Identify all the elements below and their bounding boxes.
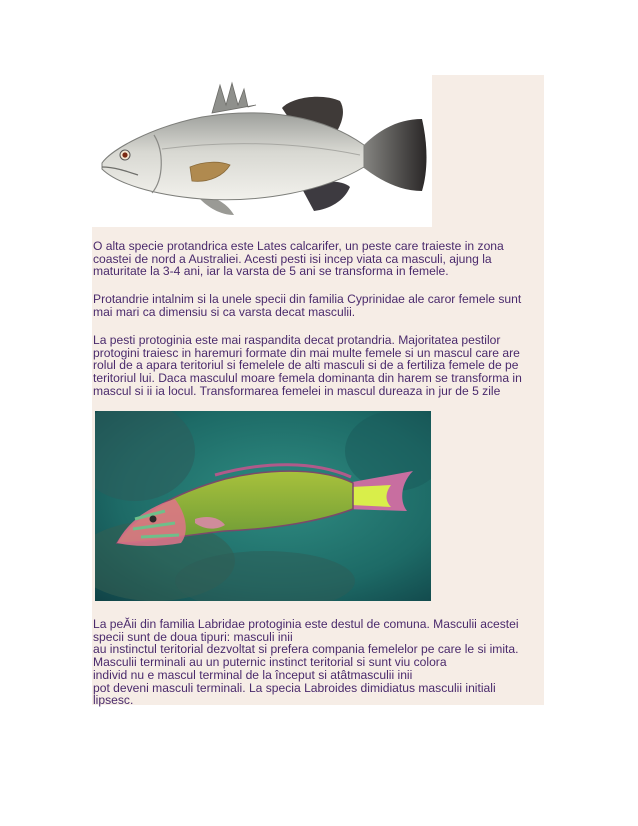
wrasse-image bbox=[95, 411, 431, 601]
text-line: protogini traiesc in haremuri formate din mai multe femele si un mascul care are bbox=[93, 345, 520, 360]
paragraph-labridae bbox=[93, 618, 539, 707]
text-line: rolul de a apara teritoriul si femelele de alti masculi si de a fertiliza femele de pe bbox=[93, 358, 519, 373]
text-line: La pesti protoginia este mai raspandita decat protandria. Majoritatea pestilor bbox=[93, 333, 501, 347]
text-line: La peĂii din familia Labridae protoginia este destul de comuna. Masculii acestei bbox=[93, 617, 519, 631]
text-line: au instinctul teritorial dezvoltat si prefera compania femelelor pe care le si imita. bbox=[93, 642, 519, 657]
text-line: teritoriul lui. Daca masculul moare femela dominanta din harem se transforma in bbox=[93, 371, 522, 386]
paragraph-protoginia bbox=[93, 334, 539, 398]
text-line: mai mari ca dimensiu si ca varsta decat masculii. bbox=[93, 304, 356, 319]
text-line: maturitate la 3-4 ani, iar la varsta de 5 ani se transforma in femele. bbox=[93, 264, 449, 279]
text-line: pot deveni masculi terminali. La specia Labroides dimidiatus masculii initiali bbox=[93, 680, 496, 695]
wrasse-fish-icon bbox=[95, 411, 431, 601]
text-line: individ nu e mascul terminal de la început si atâtmasculii inii bbox=[93, 667, 413, 682]
text-line: Masculii terminali au un puternic instinct teritorial si sunt viu colora bbox=[93, 655, 447, 670]
text-line: Protandrie intalnim si la unele specii din familia Cyprinidae ale caror femele sunt bbox=[93, 292, 522, 306]
text-line: O alta specie protandrica este Lates calcarifer, un peste care traieste in zona bbox=[93, 239, 504, 253]
text-line: coastei de nord a Australiei. Acesti pesti isi incep viata ca masculi, ajung la bbox=[93, 251, 492, 266]
barramundi-image bbox=[92, 75, 432, 227]
paragraph-cyprinidae bbox=[93, 293, 539, 318]
text-line: specii sunt de doua tipuri: masculi inii bbox=[93, 629, 293, 644]
text-line: mascul si ii ia locul. Transformarea femelei in mascul dureaza in jur de 5 zile bbox=[93, 383, 501, 398]
barramundi-fish-icon bbox=[92, 75, 432, 227]
paragraph-lates-calcarifer bbox=[93, 240, 539, 278]
text-line: lipsesc. bbox=[93, 693, 134, 708]
